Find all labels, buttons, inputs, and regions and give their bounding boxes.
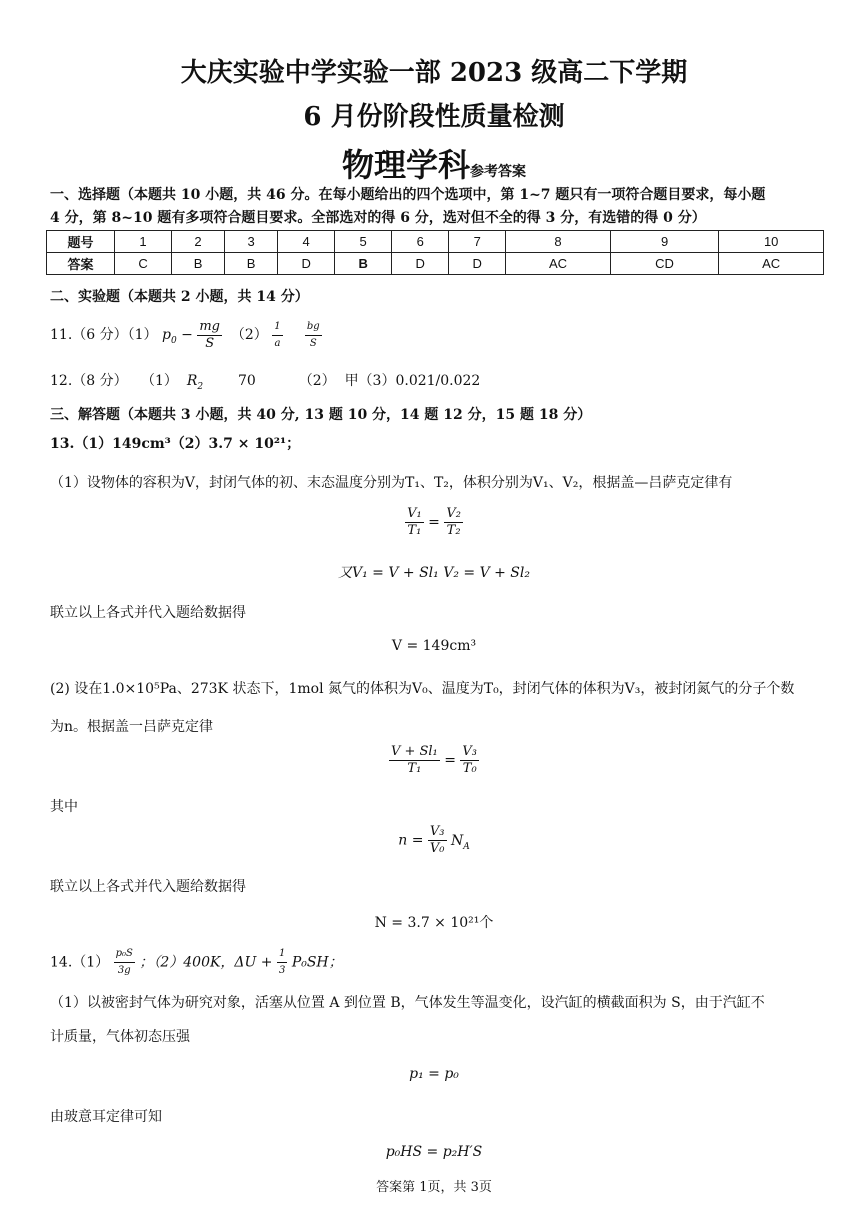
q14-prefix: 14.（1） (50, 954, 110, 971)
answer-cell: D (392, 253, 449, 275)
q13-equation-2: 又V₁ = V + Sl₁ V₂ = V + Sl₂ (337, 565, 530, 581)
answer-cell: B (335, 253, 392, 275)
q11-fraction-2: $\frac{1}{a}$ (274, 320, 281, 349)
answer-cell: B (172, 253, 225, 275)
table-row-label: 答案 (47, 253, 115, 275)
section1-text-a: 一、选择题（本题共 10 小题，共 46 分。在每小题给出的四个选项中，第 1~7 题只有一项符合题目要求，每小题 (50, 187, 766, 203)
question-number: 4 (278, 231, 335, 253)
q13-line-2: 联立以上各式并代入题给数据得 (50, 605, 246, 621)
q14-fraction-1: $\frac{\text{p₀S}}{3g}$ (115, 948, 133, 976)
q11-p0: $p_0$ (161, 327, 177, 346)
question-number: 8 (506, 231, 611, 253)
q13-equation-6: N = 3.7 × 10²¹个 (374, 915, 494, 931)
q12-rest: 甲（3）0.021/0.022 (344, 373, 481, 389)
q13-line-6: 联立以上各式并代入题给数据得 (50, 879, 246, 895)
q14-summary (50, 946, 343, 979)
q12-answer (50, 370, 480, 392)
answer-cell: D (278, 253, 335, 275)
answer-table (46, 230, 824, 275)
q13-eq4-left: $\frac{\text{V + Sl₁}}{\text{T₁}}$ (390, 744, 438, 776)
q11-prefix: 11.（6 分）（1） (50, 327, 158, 343)
answer-cell: AC (506, 253, 611, 275)
page-footer: 答案第 1页，共 3页 (376, 1180, 492, 1195)
q14-equation-2: p₀HS = p₂H′S (385, 1144, 483, 1160)
q13-eq5-fraction: $\frac{\text{V₃}}{\text{V₀}}$ (429, 824, 445, 856)
table-row-label: 题号 (47, 231, 115, 253)
subject-name: 物理学科 (341, 146, 470, 184)
subject-note: 参考答案 (470, 164, 526, 180)
question-number: 5 (335, 231, 392, 253)
q12-resistor: $R_2$ (186, 373, 204, 392)
answer-cell: AC (719, 253, 824, 275)
question-number: 10 (719, 231, 824, 253)
q12-part2: （2） (298, 373, 336, 389)
q14-line-2: 计质量，气体初态压强 (50, 1029, 190, 1045)
answer-cell: CD (610, 253, 719, 275)
q13-eq4-right: $\frac{\text{V₃}}{\text{T₀}}$ (462, 744, 478, 776)
answer-table-number-row (47, 231, 824, 253)
question-number: 6 (392, 231, 449, 253)
section1-text-b: 4 分，第 8~10 题有多项符合题目要求。全部选对的得 6 分，选对但不全的得 3 分，有选错的得 0 分） (50, 210, 706, 226)
title-line-2: 6 月份阶段性质量检测 (303, 102, 565, 132)
q12-value: 70 (238, 373, 256, 389)
section3-heading: 三、解答题（本题共 3 小题，共 40 分, 13 题 10 分，14 题 12 分，15 题 18 分） (50, 407, 592, 423)
title-line-1: 大庆实验中学实验一部 2023 级高二下学期 (180, 58, 688, 88)
q13-line-3: (2) 设在1.0×10⁵Pa、273K 状态下，1mol 氮气的体积为V₀、温度为T₀，封闭气体的体积为V₃，被封闭氮气的分子个数 (50, 681, 795, 697)
q14-end: P₀SH； (291, 954, 343, 971)
q11-fraction-3: $\frac{bg}{S}$ (306, 320, 320, 349)
q13-equation-5 (0, 824, 868, 857)
question-number: 3 (225, 231, 278, 253)
q11-minus: − (181, 327, 193, 343)
answer-cell: D (449, 253, 506, 275)
q13-eq5-right: $N_A$ (450, 832, 470, 852)
section2-heading: 二、实验题（本题共 2 小题，共 14 分） (50, 289, 309, 305)
q14-middle: ；（2）400K，ΔU + (139, 954, 273, 971)
q12-prefix: 12.（8 分） (50, 373, 128, 389)
q14-line-3: 由玻意耳定律可知 (50, 1109, 162, 1125)
q13-line-5: 其中 (50, 799, 78, 815)
q14-equation-1: p₁ = p₀ (409, 1066, 459, 1082)
answer-cell: C (115, 253, 172, 275)
question-number: 7 (449, 231, 506, 253)
q11-answer (50, 318, 322, 358)
q14-line-1: （1）以被密封气体为研究对象，活塞从位置 A 到位置 B，气体发生等温变化，设汽缸的横截面积为 S，由于汽缸不 (50, 995, 765, 1011)
q13-eq1-right: $\frac{\text{V₂}}{\text{T₂}}$ (446, 506, 461, 538)
q13-eq5-left: n = (398, 832, 424, 849)
q11-part2: （2） (230, 327, 268, 343)
q13-equation-3: V = 149cm³ (391, 638, 477, 654)
q11-fraction-1: $\frac{mg}{S}$ (199, 318, 220, 351)
q13-line-4: 为n。根据盖一吕萨克定律 (50, 719, 214, 735)
subject-title (0, 140, 868, 186)
answer-cell: B (225, 253, 278, 275)
q13-summary: 13.（1）149cm³（2）3.7 × 10²¹； (50, 436, 301, 452)
question-number: 2 (172, 231, 225, 253)
q12-part1: （1） (140, 373, 178, 389)
question-number: 9 (610, 231, 719, 253)
q13-eq1-left: $\frac{\text{V₁}}{\text{T₁}}$ (407, 506, 422, 538)
answer-table-answer-row (47, 253, 824, 275)
q13-line-1: （1）设物体的容积为V，封闭气体的初、末态温度分别为T₁、T₂，体积分别为V₁、V₂，根据盖—吕萨克定律有 (50, 475, 733, 491)
question-number: 1 (115, 231, 172, 253)
q14-fraction-2: $\frac{1}{3}$ (278, 948, 286, 976)
q13-equation-4: $\frac{\text{V + Sl₁}}{\text{T₁}}$ = $\frac{\text{V₃}}{\text{T₀}}$ (390, 744, 478, 776)
q13-equation-1: $\frac{\text{V₁}}{\text{T₁}}$ = $\frac{\text{V₂}}{\text{T₂}}$ (407, 506, 461, 538)
